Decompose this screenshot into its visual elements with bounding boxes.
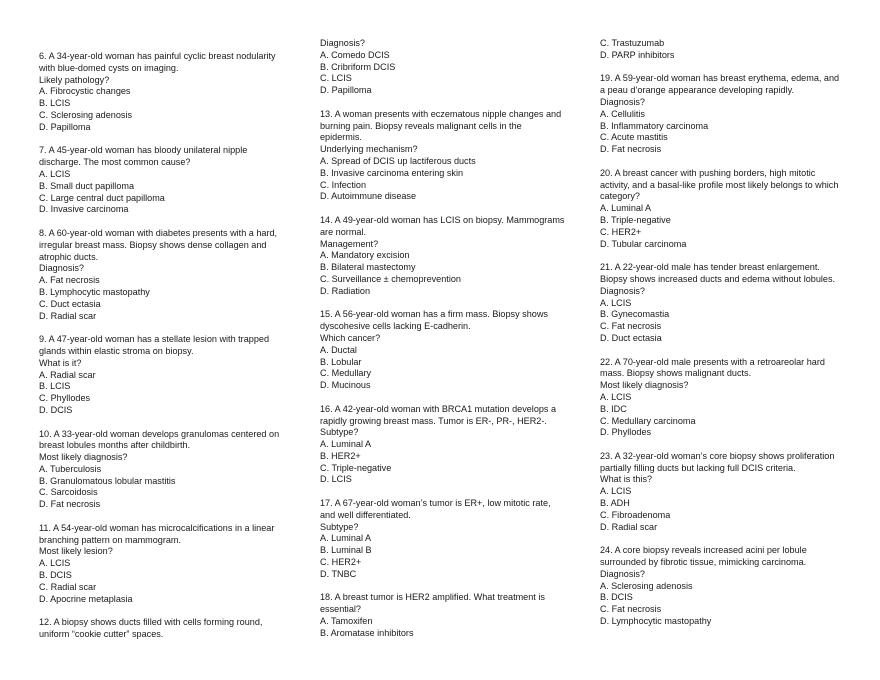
question-block [39,145,301,216]
question-line: epidermis. [320,132,362,143]
question-block [39,429,301,512]
question-line: category? [600,191,640,202]
question-text-line: 22. A 70-year-old male presents with a retroareolar hard [600,356,825,367]
question-line: D. Papilloma [39,121,91,132]
question-line: Subtype? [320,521,359,532]
question-line: Diagnosis? [39,263,84,274]
question-block [600,262,862,345]
question-line: C. Medullary carcinoma [600,415,696,426]
question-line: C. Radial scar [39,581,97,592]
question-block [320,498,582,581]
question-block [39,523,301,606]
question-line: C. Infection [320,179,366,190]
question-line: A. Luminal A [320,439,372,450]
question-line: C. Surveillance ± chemoprevention [320,273,461,284]
question-line: Management? [320,238,379,249]
question-line: Underlying mechanism? [320,144,418,155]
question-line: C. Sarcoidosis [39,487,98,498]
question-text-line: 13. A woman presents with eczematous nipple changes and [320,108,562,119]
question-line: D. Phyllodes [600,427,652,438]
question-line: essential? [320,604,361,615]
question-line: B. Bilateral mastectomy [320,262,416,273]
question-block [320,38,582,97]
question-line: Most likely diagnosis? [600,380,689,391]
question-text-line: 19. A 59-year-old woman has breast erythema, edema, and [600,73,840,84]
question-line: B. LCIS [39,381,71,392]
question-line: A. LCIS [600,391,632,402]
question-line: mass. Biopsy shows malignant ducts. [600,368,752,379]
question-block [600,357,862,440]
question-line: D. Radial scar [600,521,658,532]
question-block [320,592,582,639]
question-line: surrounded by fibrotic tissue, mimicking carcinoma. [600,557,807,568]
question-block [320,109,582,203]
question-line: D. Autoimmune disease [320,191,417,202]
question-line: D. Radial scar [39,310,97,321]
question-line: Biopsy shows increased ducts and edema without lobules. [600,273,836,284]
question-line: D. Lymphocytic mastopathy [600,616,712,627]
question-text-line: 16. A 42-year-old woman with BRCA1 mutation develops a [320,403,557,414]
question-line: B. IDC [600,403,627,414]
question-line: C. Triple-negative [320,462,392,473]
question-line: C. Acute mastitis [600,132,668,143]
question-line: B. Lymphocytic mastopathy [39,286,150,297]
question-line: A. Mandatory excision [320,250,410,261]
question-line: glands within elastic stroma on biopsy. [39,345,194,356]
question-line: D. Duct ectasia [600,332,662,343]
question-line: B. LCIS [39,98,71,109]
question-line: A. Fibrocystic changes [39,86,131,97]
question-line: C. Fat necrosis [600,604,662,615]
question-line: C. Fibroadenoma [600,509,671,520]
question-line: a peau d’orange appearance developing rapidly. [600,85,794,96]
question-line: D. PARP inhibitors [600,49,675,60]
question-line: are normal. [320,226,366,237]
question-line: B. Granulomatous lobular mastitis [39,475,176,486]
question-line: C. HER2+ [600,226,642,237]
question-line: D. Apocrine metaplasia [39,593,133,604]
question-line: rapidly growing breast mass. Tumor is ER-, PR-, HER2-. [320,415,547,426]
question-text-line: 24. A core biopsy reveals increased acini per lobule [600,545,807,556]
question-line: A. Sclerosing adenosis [600,580,693,591]
question-line: D. Radiation [320,285,371,296]
column-2 [320,38,582,651]
question-block [600,73,862,156]
question-line: C. Phyllodes [39,393,91,404]
question-line: D. Fat necrosis [39,499,101,510]
question-block [320,404,582,487]
question-line: with blue-domed cysts on imaging. [39,62,179,73]
question-line: discharge. The most common cause? [39,157,191,168]
question-line: B. Aromatase inhibitors [320,627,414,638]
question-text-line: 15. A 56-year-old woman has a firm mass. Biopsy shows [320,309,548,320]
question-line: B. DCIS [600,592,633,603]
question-line: and well differentiated. [320,509,411,520]
question-line: Diagnosis? [600,568,645,579]
question-line: B. Luminal B [320,545,372,556]
question-block [39,617,301,641]
question-line: A. Cellulitis [600,108,645,119]
question-line: A. Radial scar [39,369,96,380]
question-line: B. Small duct papilloma [39,180,135,191]
question-line: A. Luminal A [600,203,652,214]
question-line: D. Tubular carcinoma [600,238,687,249]
question-line: A. Tamoxifen [320,616,373,627]
question-line: C. Medullary [320,368,372,379]
question-line: D. Papilloma [320,85,372,96]
question-line: Diagnosis? [600,285,645,296]
question-line: Diagnosis? [600,96,645,107]
question-line: C. HER2+ [320,557,362,568]
question-text-line: 14. A 49-year-old woman has LCIS on biopsy. Mammograms [320,214,565,225]
question-line: activity, and a basal-like profile most likely belongs to which [600,179,839,190]
question-line: A. Luminal A [320,533,372,544]
question-line: B. Gynecomastia [600,309,670,320]
question-line: B. Lobular [320,356,362,367]
question-line: A. Comedo DCIS [320,49,390,60]
question-text-line: 17. A 67-year-old woman’s tumor is ER+, low mitotic rate, [320,498,551,509]
question-block [39,334,301,417]
question-text-line: Diagnosis? [320,38,365,48]
question-line: What is this? [600,474,653,485]
question-text-line: 7. A 45-year-old woman has bloody unilateral nipple [39,145,248,156]
question-line: uniform “cookie cutter” spaces. [39,629,164,640]
question-text-line: 10. A 33-year-old woman develops granulomas centered on [39,428,280,439]
question-line: A. Spread of DCIS up lactiferous ducts [320,155,476,166]
question-line: C. Sclerosing adenosis [39,109,133,120]
question-line: B. Cribriform DCIS [320,61,396,72]
question-text-line: 20. A breast cancer with pushing borders, high mitotic [600,167,816,178]
question-line: Likely pathology? [39,74,110,85]
question-line: atrophic ducts. [39,251,99,262]
question-line: B. DCIS [39,570,72,581]
question-line: Most likely lesion? [39,546,113,557]
question-line: D. DCIS [39,404,73,415]
question-line: dyscohesive cells lacking E-cadherin. [320,321,471,332]
question-line: D. Fat necrosis [600,144,662,155]
question-text-line: C. Trastuzumab [600,38,665,48]
question-line: Subtype? [320,427,359,438]
question-text-line: 8. A 60-year-old woman with diabetes presents with a hard, [39,227,278,238]
question-text-line: 9. A 47-year-old woman has a stellate lesion with trapped [39,334,270,345]
question-block [600,38,862,62]
question-line: burning pain. Biopsy reveals malignant cells in the [320,120,522,131]
question-text-line: 23. A 32-year-old woman’s core biopsy shows proliferation [600,450,835,461]
question-line: A. LCIS [600,486,632,497]
question-line: A. LCIS [600,297,632,308]
question-line: B. HER2+ [320,450,361,461]
question-line: D. LCIS [320,474,352,485]
question-line: Which cancer? [320,332,381,343]
question-block [39,51,301,134]
question-block [320,215,582,298]
question-line: C. Large central duct papilloma [39,192,165,203]
question-line: branching pattern on mammogram. [39,534,182,545]
question-line: breast lobules months after childbirth. [39,440,191,451]
question-line: A. LCIS [39,558,71,569]
question-line: Most likely diagnosis? [39,452,128,463]
question-line: C. LCIS [320,73,352,84]
question-line: A. LCIS [39,168,71,179]
question-text-line: 21. A 22-year-old male has tender breast enlargement. [600,262,820,273]
question-line: D. Mucinous [320,380,371,391]
question-block [600,545,862,628]
question-line: partially filling ducts but lacking full DCIS criteria. [600,462,796,473]
column-1 [39,51,301,653]
question-text-line: 18. A breast tumor is HER2 amplified. What treatment is [320,592,545,603]
question-line: B. Triple-negative [600,214,671,225]
question-block [600,451,862,534]
question-line: A. Fat necrosis [39,275,100,286]
question-line: B. Inflammatory carcinoma [600,120,709,131]
question-line: C. Fat necrosis [600,321,662,332]
question-line: B. ADH [600,498,630,509]
question-line: irregular breast mass. Biopsy shows dense collagen and [39,239,267,250]
question-block [320,309,582,392]
question-text-line: 11. A 54-year-old woman has microcalcifications in a linear [39,522,275,533]
question-block [600,168,862,251]
question-line: B. Invasive carcinoma entering skin [320,167,464,178]
question-text-line: 6. A 34-year-old woman has painful cyclic breast nodularity [39,51,276,61]
column-3 [600,38,862,640]
question-block [39,228,301,322]
question-line: A. Tuberculosis [39,463,102,474]
question-line: C. Duct ectasia [39,298,101,309]
question-line: What is it? [39,357,82,368]
question-line: A. Ductal [320,344,357,355]
question-line: D. Invasive carcinoma [39,204,129,215]
question-line: D. TNBC [320,568,357,579]
question-text-line: 12. A biopsy shows ducts filled with cells forming round, [39,617,263,628]
